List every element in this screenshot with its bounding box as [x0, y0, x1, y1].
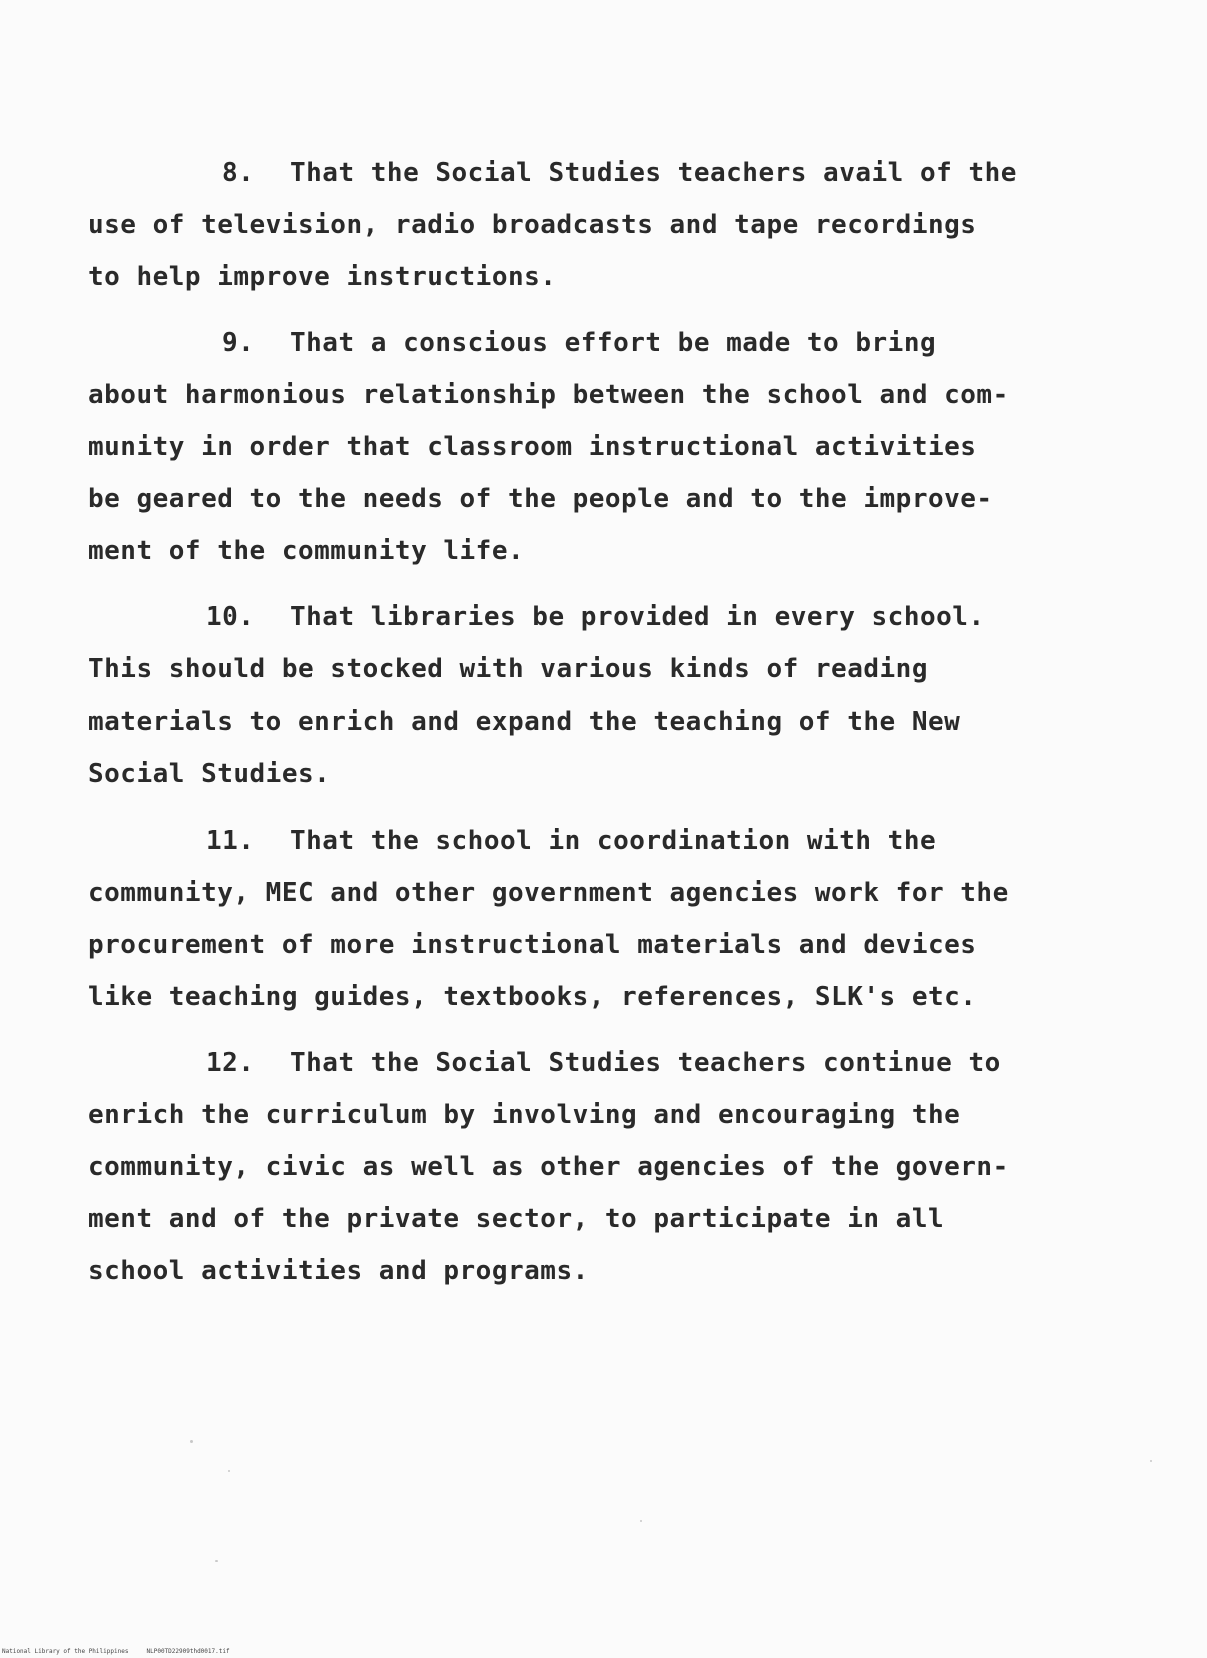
paragraph-12-line-4: ment and of the private sector, to participate in all — [88, 1204, 945, 1234]
scan-speckle — [228, 1470, 230, 1472]
paragraph-9-line-4: be geared to the needs of the people and to the improve- — [88, 484, 993, 514]
paragraph-10-line-3: materials to enrich and expand the teaching of the New — [88, 707, 961, 737]
paragraph-11-line-1: That the school in coordination with the — [290, 826, 937, 856]
paragraph-8-line-1: That the Social Studies teachers avail of the — [290, 158, 1017, 188]
paragraph-9-line-2: about harmonious relationship between the school and com- — [88, 380, 1009, 410]
scan-speckle — [640, 1520, 642, 1522]
paragraph-10-number: 10. — [206, 602, 255, 632]
paragraph-8-number: 8. — [222, 158, 255, 188]
paragraph-11-number: 11. — [206, 826, 255, 856]
paragraph-9-number: 9. — [222, 328, 255, 358]
paragraph-9-line-1: That a conscious effort be made to bring — [290, 328, 937, 358]
paragraph-10-line-2: This should be stocked with various kinds of reading — [88, 654, 928, 684]
paragraph-10-line-4: Social Studies. — [88, 759, 331, 789]
scan-speckle — [190, 1440, 193, 1443]
paragraph-11-line-2: community, MEC and other government agencies work for the — [88, 878, 1009, 908]
paragraph-8-line-3: to help improve instructions. — [88, 262, 557, 292]
scan-speckle — [215, 1560, 218, 1562]
scan-speckle — [1150, 1460, 1152, 1462]
paragraph-12-line-1: That the Social Studies teachers continue to — [290, 1048, 1001, 1078]
paragraph-9-line-5: ment of the community life. — [88, 536, 525, 566]
paragraph-12-line-2: enrich the curriculum by involving and encouraging the — [88, 1100, 961, 1130]
scan-source-footer: National Library of the Philippines NLP00TD22909thd0017.tif — [2, 1648, 230, 1655]
paragraph-11-line-3: procurement of more instructional materials and devices — [88, 930, 977, 960]
paragraph-9-line-3: munity in order that classroom instructional activities — [88, 432, 977, 462]
paragraph-12-line-3: community, civic as well as other agencies of the govern- — [88, 1152, 1009, 1182]
paragraph-10-line-1: That libraries be provided in every school. — [290, 602, 985, 632]
paragraph-8-line-2: use of television, radio broadcasts and tape recordings — [88, 210, 977, 240]
paragraph-12-line-5: school activities and programs. — [88, 1256, 589, 1286]
paragraph-11-line-4: like teaching guides, textbooks, references, SLK's etc. — [88, 982, 977, 1012]
paragraph-12-number: 12. — [206, 1048, 255, 1078]
